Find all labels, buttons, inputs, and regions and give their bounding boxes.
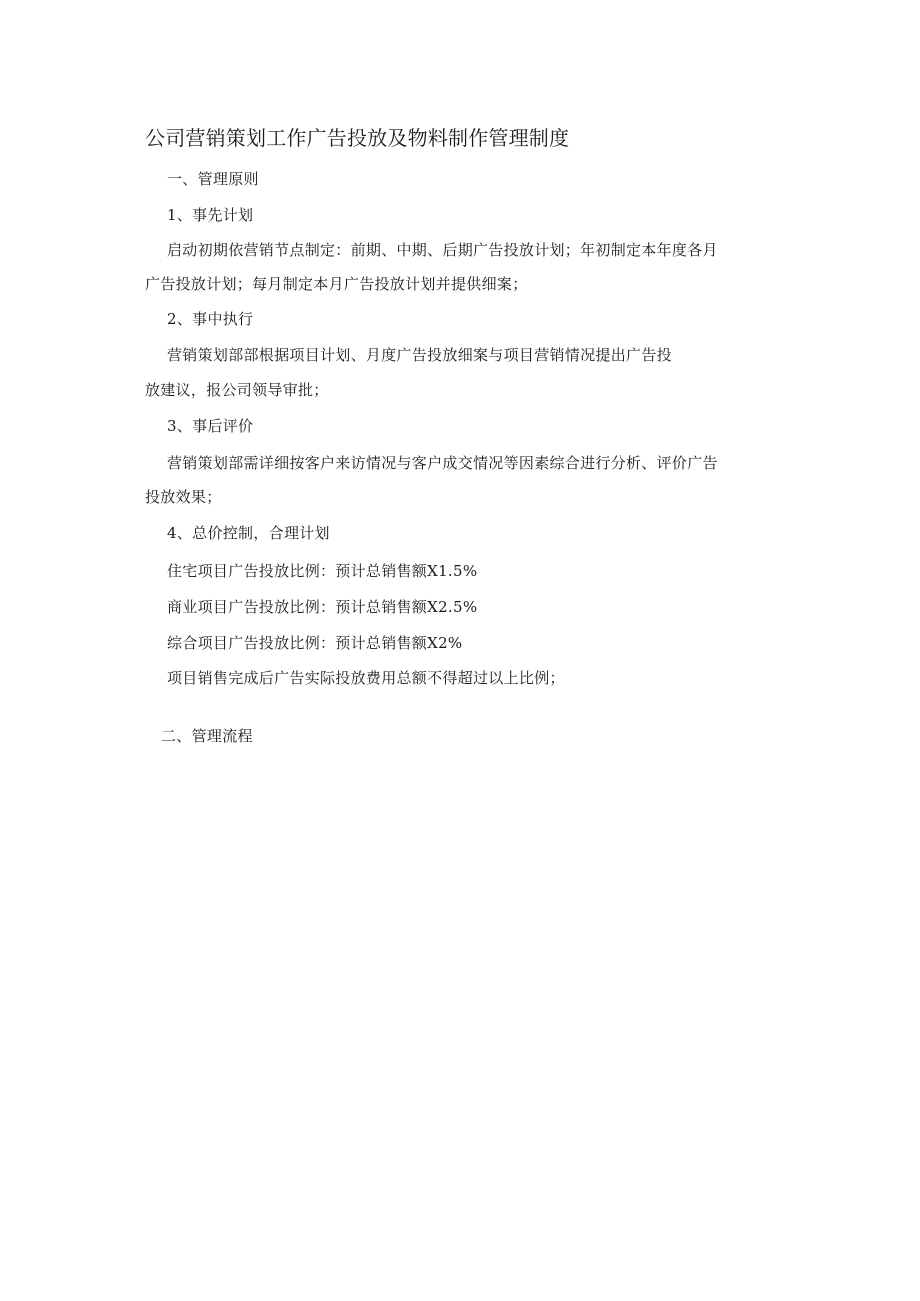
item-heading: 1、事先计划 <box>167 206 254 224</box>
paragraph-line: 广告投放计划；每月制定本月广告投放计划并提供细案； <box>145 275 528 293</box>
item-heading: 3、事后评价 <box>167 417 254 435</box>
paragraph-line: 投放效果； <box>145 488 222 506</box>
section-heading: 二、管理流程 <box>161 727 253 745</box>
ratio-line: 综合项目广告投放比例：预计总销售额X2% <box>167 634 463 652</box>
paragraph-line: 营销策划部部根据项目计划、月度广告投放细案与项目营销情况提出广告投 <box>167 346 672 364</box>
item-heading: 4、总价控制，合理计划 <box>167 524 330 542</box>
paragraph-line: 营销策划部需详细按客户来访情况与客户成交情况等因素综合进行分析、评价广告 <box>167 454 718 472</box>
document-title: 公司营销策划工作广告投放及物料制作管理制度 <box>145 126 570 150</box>
paragraph-line: 放建议，报公司领导审批； <box>145 381 329 399</box>
section-heading: 一、管理原则 <box>167 170 259 188</box>
ratio-line: 住宅项目广告投放比例：预计总销售额X1.5% <box>167 562 478 580</box>
paragraph-line: 启动初期依营销节点制定：前期、中期、后期广告投放计划；年初制定本年度各月 <box>167 241 718 259</box>
paragraph-line: 项目销售完成后广告实际投放费用总额不得超过以上比例； <box>167 669 565 687</box>
ratio-line: 商业项目广告投放比例：预计总销售额X2.5% <box>167 598 478 616</box>
item-heading: 2、事中执行 <box>167 310 254 328</box>
